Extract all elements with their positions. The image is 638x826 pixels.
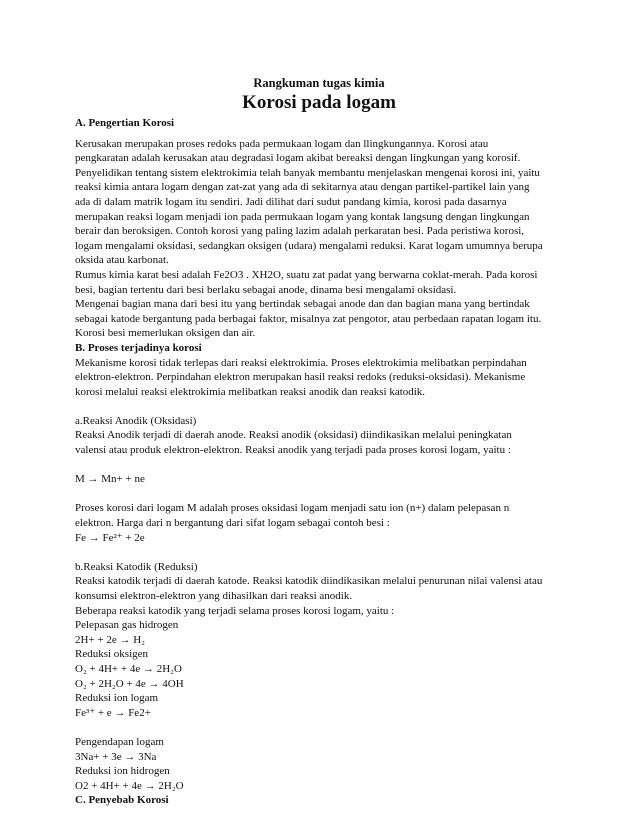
- reaction-line: Pelepasan gas hidrogen: [75, 619, 179, 632]
- document-body: [75, 116, 575, 808]
- text-line: reaksi kimia antara logam dengan zat-zat yang ada di sekitarnya atau dengan partikel-partikel lain yang: [75, 181, 530, 194]
- anodik-fe-equation: Fe → Fe²⁺ + 2e: [75, 531, 145, 544]
- reaction-line: Pengendapan logam: [75, 735, 164, 748]
- reaction-line: Reduksi oksigen: [75, 648, 149, 661]
- text-line: logam mengalami oksidasi, sedangkan oksigen (udara) mengalami reduksi. Karat logam umumnya berupa: [75, 239, 543, 252]
- reaction-line: O₂ + 2H₂O + 4e → 4OH: [75, 677, 184, 690]
- text-line: berair dan beroksigen. Contoh korosi yang paling lazim adalah perkaratan besi. Pada peristiwa korosi,: [75, 225, 525, 238]
- reaction-line: 3Na+ + 3e → 3Na: [75, 750, 157, 763]
- text-line: Mengenai bagian mana dari besi itu yang bertindak sebagai anode dan dan bagian mana yang bertindak: [75, 298, 530, 311]
- section-a-heading: A. Pengertian Korosi: [75, 117, 175, 129]
- anodik-explanation: [75, 501, 575, 530]
- text-line: Korosi besi memerlukan oksigen dan air.: [75, 327, 256, 340]
- text-line: valensi atau produk elektron-elektron. Reaksi anodik yang terjadi pada proses korosi logam, yaitu :: [75, 444, 511, 457]
- text-line: Rumus kimia karat besi adalah Fe2O3 . XH2O, suatu zat padat yang berwarna coklat-merah. Pada korosi: [75, 268, 538, 281]
- text-line: merupakan reaksi logam menjadi ion pada permukaan logam yang kontak langsung dengan lingkungan: [75, 210, 530, 223]
- anodik-text: [75, 428, 575, 457]
- text-line: Reaksi katodik terjadi di daerah katode. Reaksi katodik diindikasikan melalui penurunan nilai valensi atau: [75, 575, 543, 588]
- text-line: Kerusakan merupakan proses redoks pada permukaan logam dan llingkungannya. Korosi atau: [75, 137, 489, 150]
- reaction-line: 2H+ + 2e → H₂: [75, 633, 146, 646]
- document-title: Korosi pada logam: [242, 92, 396, 113]
- text-line: ada di dalam matrik logam itu sendiri. Jadi dilihat dari sudut pandang kimia, korosi pada dasarnya: [75, 195, 507, 208]
- text-line: korosi melalui reaksi elektrokimia melibatkan reaksi anodik dan reaksi katodik.: [75, 385, 426, 398]
- section-b-heading: B. Proses terjadinya korosi: [75, 341, 202, 354]
- text-line: Penyelidikan tentang sistem elektrokimia telah banyak membantu menjelaskan mengenai korosi ini, yaitu: [75, 166, 540, 179]
- document-subtitle: Rangkuman tugas kimia: [253, 76, 385, 90]
- text-line: Proses korosi dari logam M adalah proses oksidasi logam menjadi satu ion (n+) dalam pelepasan n: [75, 502, 510, 515]
- anodik-title: a.Reaksi Anodik (Oksidasi): [75, 414, 197, 427]
- reaction-line: O₂ + 4H+ + 4e → 2H₂O: [75, 662, 182, 675]
- anodik-equation: M → Mn+ + ne: [75, 473, 145, 486]
- text-line: besi, bagian tertentu dari besi berlaku sebagai anode, dinama besi mengalami oksidasi.: [75, 283, 457, 296]
- reaction-line: Fe³⁺ + e → Fe2+: [75, 706, 151, 719]
- section-c-heading: C. Penyebab Korosi: [75, 794, 169, 807]
- reaction-line: O2 + 4H+ + 4e → 2H₂O: [75, 779, 184, 792]
- katodik-reactions-2: [75, 735, 575, 793]
- katodik-title: b.Reaksi Katodik (Reduksi): [75, 560, 198, 573]
- text-line: Mekanisme korosi tidak terlepas dari reaksi elektrokimia. Proses elektrokimia melibatkan perpindahan: [75, 356, 527, 369]
- text-line: sebagai katode bergantung pada berbagai faktor, misalnya zat pengotor, atau perbedaan rapatan logam itu.: [75, 312, 542, 325]
- katodik-text: [75, 574, 575, 618]
- text-line: Beberapa reaksi katodik yang terjadi selama proses korosi logam, yaitu :: [75, 604, 395, 617]
- text-line: oksida atau karbonat.: [75, 254, 169, 267]
- text-line: elektron. Harga dari n bergantung dari sifat logam sebagai contoh besi :: [75, 517, 390, 530]
- reaction-line: Reduksi ion logam: [75, 692, 159, 705]
- section-b-text: [75, 356, 575, 400]
- text-line: Reaksi Anodik terjadi di daerah anode. Reaksi anodik (oksidasi) diindikasikan melalui peningkatan: [75, 429, 512, 442]
- text-line: elektron-elektron. Perpindahan elektron merupakan hasil reaksi redoks (reduksi-oksidasi). Mekanisme: [75, 371, 526, 384]
- reaction-line: Reduksi ion hidrogen: [75, 765, 170, 778]
- text-line: konsumsi elektron-elektron yang dihasilkan dari reaksi anodik.: [75, 590, 353, 602]
- section-a-text: [75, 137, 575, 341]
- katodik-reactions: [75, 618, 575, 720]
- text-line: pengkaratan adalah kerusakan atau degradasi logam akibat bereaksi dengan lingkungan yang korosif.: [75, 152, 521, 165]
